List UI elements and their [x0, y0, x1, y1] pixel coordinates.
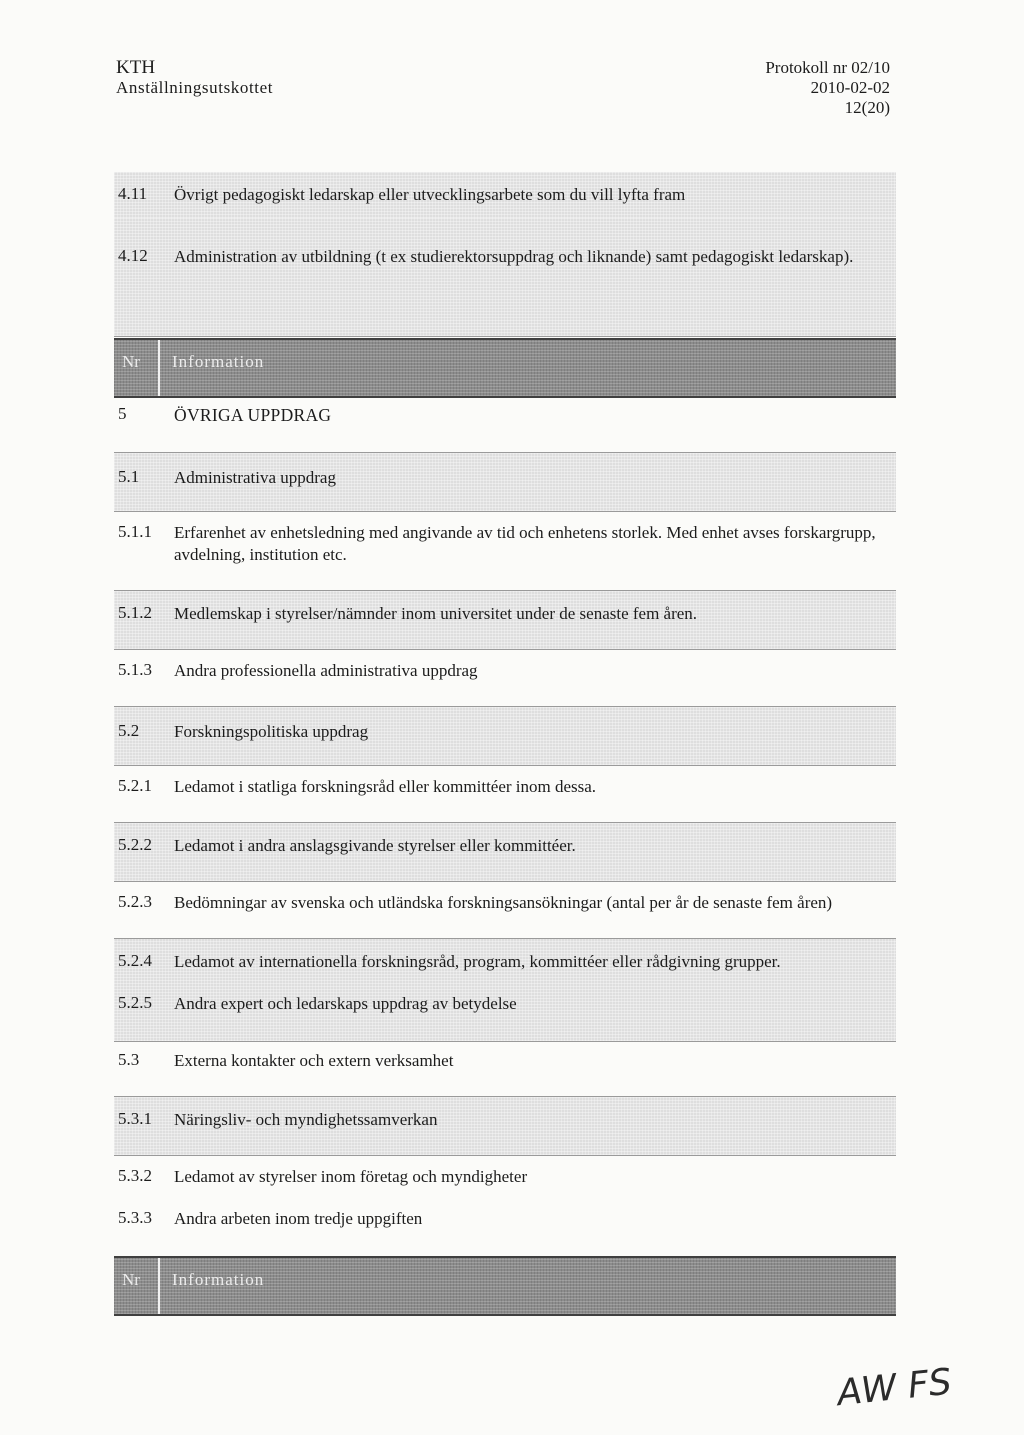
list-item	[114, 590, 896, 650]
item-text: Ledamot i statliga forskningsråd eller kommittéer inom dessa.	[174, 777, 597, 796]
item-number: 5.2.5	[118, 993, 152, 1012]
column-header-information: Information	[172, 352, 265, 371]
item-number: 5.1.3	[118, 660, 152, 679]
item-number: 5.1.2	[118, 603, 152, 622]
column-header-nr: Nr	[122, 352, 140, 371]
item-text: Administrativa uppdrag	[174, 468, 336, 487]
item-number: 5.2.3	[118, 892, 152, 911]
department-name: Anställningsutskottet	[116, 78, 274, 97]
item-text: Medlemskap i styrelser/nämnder inom universitet under de senaste fem åren.	[174, 604, 698, 623]
item-number: 5.2.4	[118, 951, 152, 970]
table-header	[114, 1256, 896, 1316]
item-text: Näringsliv- och myndighetssamverkan	[174, 1110, 438, 1129]
list-item	[114, 218, 896, 337]
section-heading	[114, 404, 896, 434]
section-number: 5	[118, 404, 127, 423]
list-item	[114, 1096, 896, 1156]
list-item	[114, 452, 896, 512]
item-number: 5.2	[118, 721, 140, 740]
list-item	[114, 522, 896, 578]
list-item	[114, 1050, 896, 1080]
item-text: Andra professionella administrativa uppdrag	[174, 661, 478, 680]
item-number: 5.3.2	[118, 1166, 152, 1185]
list-item	[114, 172, 896, 218]
column-header-information: Information	[172, 1270, 265, 1289]
item-number: 5.1.1	[118, 522, 152, 541]
list-item	[114, 660, 896, 690]
item-text: Ledamot i andra anslagsgivande styrelser eller kommittéer.	[174, 836, 576, 855]
list-item	[114, 1208, 896, 1238]
item-text: Andra expert och ledarskaps uppdrag av betydelse	[174, 994, 517, 1013]
item-number: 4.11	[118, 184, 148, 203]
item-text: Forskningspolitiska uppdrag	[174, 722, 369, 741]
list-item	[114, 822, 896, 882]
protocol-number: Protokoll nr 02/10	[765, 58, 890, 77]
item-text: Ledamot av internationella forskningsråd, program, kommittéer eller rådgivning grupper.	[174, 952, 781, 971]
item-number: 5.3	[118, 1050, 140, 1069]
column-divider	[158, 1258, 160, 1314]
page-header-right	[765, 58, 890, 118]
item-text: Övrigt pedagogiskt ledarskap eller utvecklingsarbete som du vill lyfta fram	[174, 185, 686, 204]
item-text: Externa kontakter och extern verksamhet	[174, 1051, 454, 1070]
item-number: 5.2.1	[118, 776, 152, 795]
item-number: 4.12	[118, 246, 148, 265]
item-number: 5.1	[118, 467, 140, 486]
protocol-date: 2010-02-02	[810, 78, 890, 97]
section-title: ÖVRIGA UPPDRAG	[174, 405, 332, 425]
item-number: 5.2.2	[118, 835, 152, 854]
column-header-nr: Nr	[122, 1270, 140, 1289]
page-header-left	[116, 58, 273, 98]
item-text: Ledamot av styrelser inom företag och myndigheter	[174, 1167, 528, 1186]
list-item	[114, 706, 896, 766]
organization-name: KTH	[116, 57, 156, 78]
list-item	[114, 1166, 896, 1196]
table-header	[114, 338, 896, 398]
item-text: Erfarenhet av enhetsledning med angivande av tid och enhetens storlek. Med enhet avses forskargrupp, avdelning, institution etc.	[174, 523, 876, 564]
item-text: Administration av utbildning (t ex studierektorsuppdrag och liknande) samt pedagogiskt ledarskap).	[174, 247, 854, 266]
item-text: Andra arbeten inom tredje uppgiften	[174, 1209, 423, 1228]
page-number: 12(20)	[844, 98, 890, 117]
item-text: Bedömningar av svenska och utländska forskningsansökningar (antal per år de senaste fem åren)	[174, 893, 833, 912]
list-group	[114, 938, 896, 1042]
list-item	[114, 892, 896, 922]
list-item	[114, 776, 896, 806]
item-number: 5.3.3	[118, 1208, 152, 1227]
handwritten-initials: AW FS	[835, 1361, 954, 1415]
column-divider	[158, 340, 160, 396]
item-number: 5.3.1	[118, 1109, 152, 1128]
